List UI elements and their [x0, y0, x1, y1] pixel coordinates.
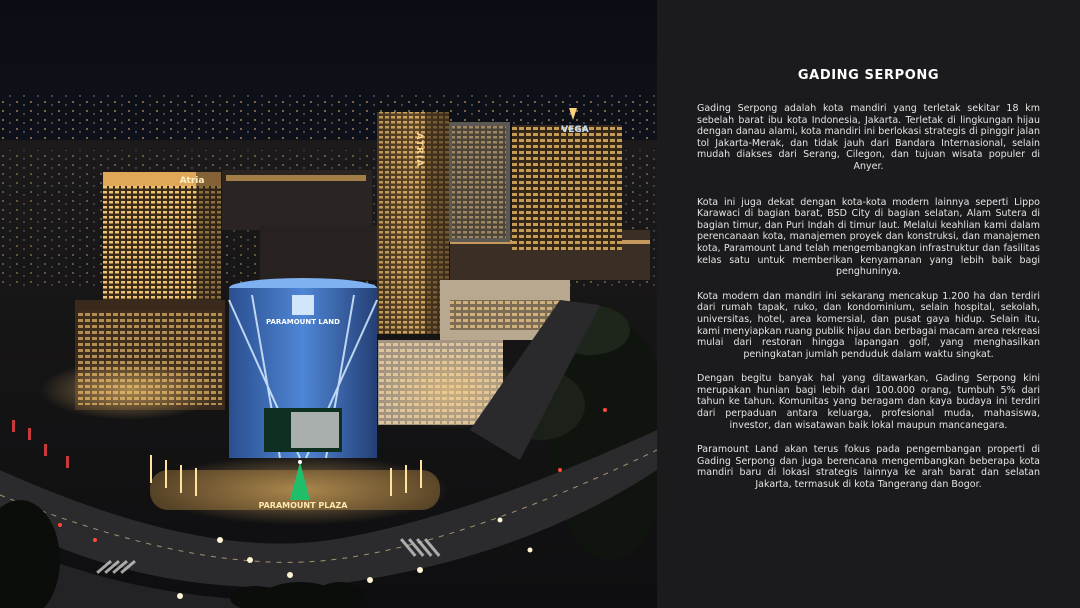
atria-tower-sign: ATRIA	[414, 132, 424, 168]
paragraph-area: Kota modern dan mandiri ini sekarang mencakup 1.200 ha dan terdiri dari rumah tapak, ruko, dan kondominium, selain hospital, sekolah, universitas, hotel, area komersial, dan pusat gaya hidup. Selain itu, kami menyiapkan ruang publik hijau dan berbagai macam area rekreasi mulai dari restoran hingga lapangan golf, yang menghasilkan peningkatan jumlah penduduk dalam waktu singkat.	[697, 290, 1040, 360]
paragraph-location: Kota ini juga dekat dengan kota-kota modern lainnya seperti Lippo Karawaci di bagian barat, BSD City di bagian selatan, Alam Sutera di bagian timur, dan Puri Indah di timur laut. Melalui keahlian kami dalam perencanaan kota, manajemen proyek dan konstruksi, dan manajemen kota, Paramount Land telah mengembangkan infrastruktur dan fasilitas kelas satu untuk memberikan kenyamanan yang lebih baik bagi penghuninya.	[697, 196, 1040, 278]
paramount-land-sign: PARAMOUNT LAND	[266, 318, 340, 326]
section-title: GADING SERPONG	[797, 68, 940, 83]
paragraph-intro: Gading Serpong adalah kota mandiri yang terletak sekitar 18 km sebelah barat ibu kota Indonesia, Jakarta. Terletak di lingkungan hijau dengan danau alami, kota mandiri ini berlokasi strategis di pinggir jalan tol Jakarta-Merak, dan tidak jauh dari Bandara Internasional, selain mudah diakses dari Serang, Cilegon, dan tujuan wisata populer di Anyer.	[697, 103, 1040, 172]
description-panel	[657, 0, 1080, 608]
paragraph-future: Paramount Land akan terus fokus pada pengembangan properti di Gading Serpong dan juga berencana mengembangkan beberapa kota mandiri baru di lokasi strategis lainnya ke arah barat dan selatan Jakarta, termasuk di kota Tangerang dan Bogor.	[697, 444, 1040, 491]
paragraph-population: Dengan begitu banyak hal yang ditawarkan, Gading Serpong kini merupakan hunian bagi lebih dari 100.000 orang, tumbuh 5% dari tahun ke tahun. Komunitas yang beragam dan kaya budaya ini terdiri dari perpaduan antara keluarga, profesional muda, mahasiswa, investor, dan wisatawan baik lokal maupun mancanegara.	[697, 373, 1040, 431]
atria-hotel-sign: Atria	[179, 176, 205, 186]
paramount-plaza-sign: PARAMOUNT PLAZA	[258, 501, 348, 510]
vega-sign: VEGA	[561, 125, 589, 135]
atria-tower	[377, 112, 449, 334]
